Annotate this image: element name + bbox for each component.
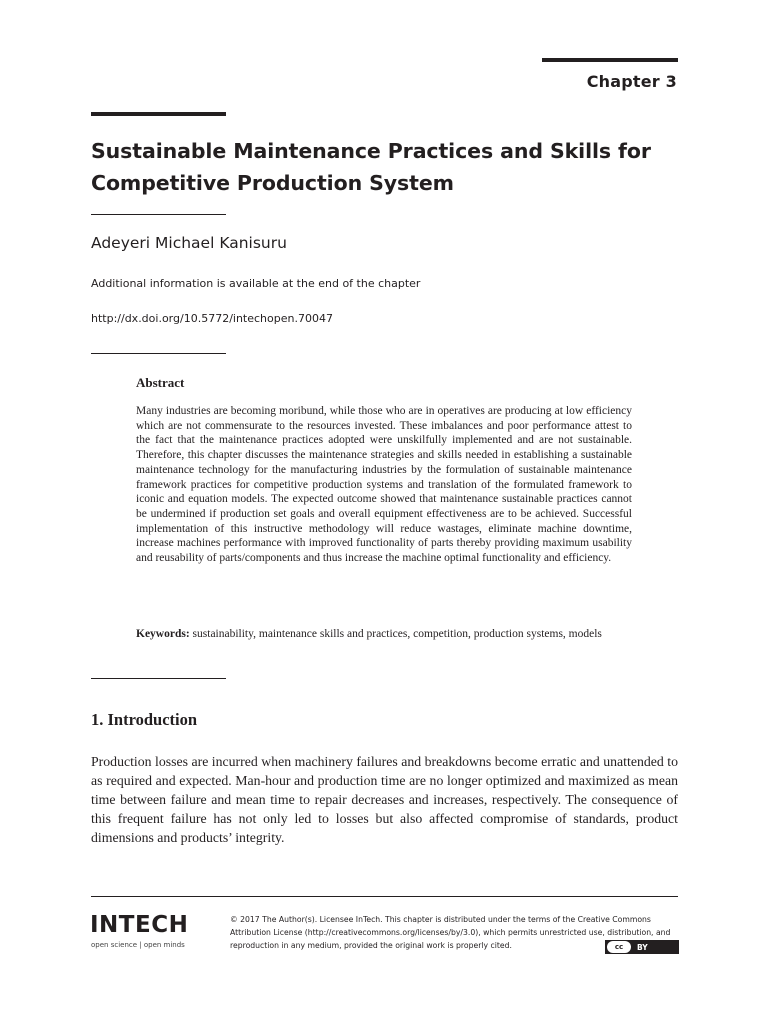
- meta-divider: [91, 353, 226, 354]
- chapter-rule: [542, 58, 678, 62]
- intech-logo: INTECH: [90, 912, 189, 938]
- additional-info: Additional information is available at the end of the chapter: [91, 277, 421, 290]
- chapter-label: Chapter 3: [586, 72, 677, 91]
- license-text: © 2017 The Author(s). Licensee InTech. This chapter is distributed under the terms of the Creative Commons Attribution License (http://creativecommons.org/licenses/by/3.0), which permits unrestricted use, distribution, and reproduction in any medium, provided the original work is properly cited.: [230, 915, 671, 950]
- abstract-divider: [91, 678, 226, 679]
- introduction-body: Production losses are incurred when machinery failures and breakdowns become erratic and unattended to as required and expected. Man-hour and production time are no longer optimized and maximized as mean time between failure and mean time to repair decreases and increases, respectively. The consequence of this frequent failure has not only led to losses but also affected compromise of standards, product dimensions and products’ integrity.: [91, 754, 678, 845]
- cc-icon: cc: [607, 941, 631, 953]
- section-heading-introduction: 1. Introduction: [91, 710, 198, 729]
- keywords-label: Keywords:: [136, 628, 190, 640]
- chapter-title: [91, 135, 651, 199]
- abstract-heading: Abstract: [136, 375, 185, 390]
- footer-rule: [91, 896, 678, 897]
- title-line-1: Sustainable Maintenance Practices and Skills for: [91, 139, 651, 163]
- abstract-body: Many industries are becoming moribund, while those who are in operatives are producing at low efficiency which are not commensurate to the resources invested. These imbalances and poor performance attest to the fact that the maintenance practices adopted were unskilfully implemented and are not sustainable. Therefore, this chapter discusses the maintenance strategies and skills needed in establishing a sustainable maintenance technology for the manufacturing industries by the formulation of sustainable maintenance framework practices for competitive production systems and translation of the formulated framework to iconic and equation models. The expected outcome showed that maintenance sustainable practices cannot be undermined if production set goals and overall equipment effectiveness are to be achieved. Successful implementation of this instructive methodology will reduce wastages, eliminate machine downtime, increase machines performance with improved functionality of parts thereby providing maximum usability and reusability of parts/components and thus increase the machine optimal functionality and efficiency.: [136, 405, 632, 565]
- cc-by-badge[interactable]: [605, 940, 679, 954]
- doi-link[interactable]: http://dx.doi.org/10.5772/intechopen.70047: [91, 312, 333, 325]
- intech-tagline: open science | open minds: [91, 941, 185, 949]
- keywords: [136, 627, 632, 642]
- title-divider: [91, 214, 226, 215]
- by-icon: BY: [637, 942, 648, 952]
- keywords-list: sustainability, maintenance skills and practices, competition, production systems, models: [189, 628, 602, 640]
- author-name: Adeyeri Michael Kanisuru: [91, 234, 287, 252]
- title-line-2: Competitive Production System: [91, 171, 454, 195]
- title-rule: [91, 112, 226, 116]
